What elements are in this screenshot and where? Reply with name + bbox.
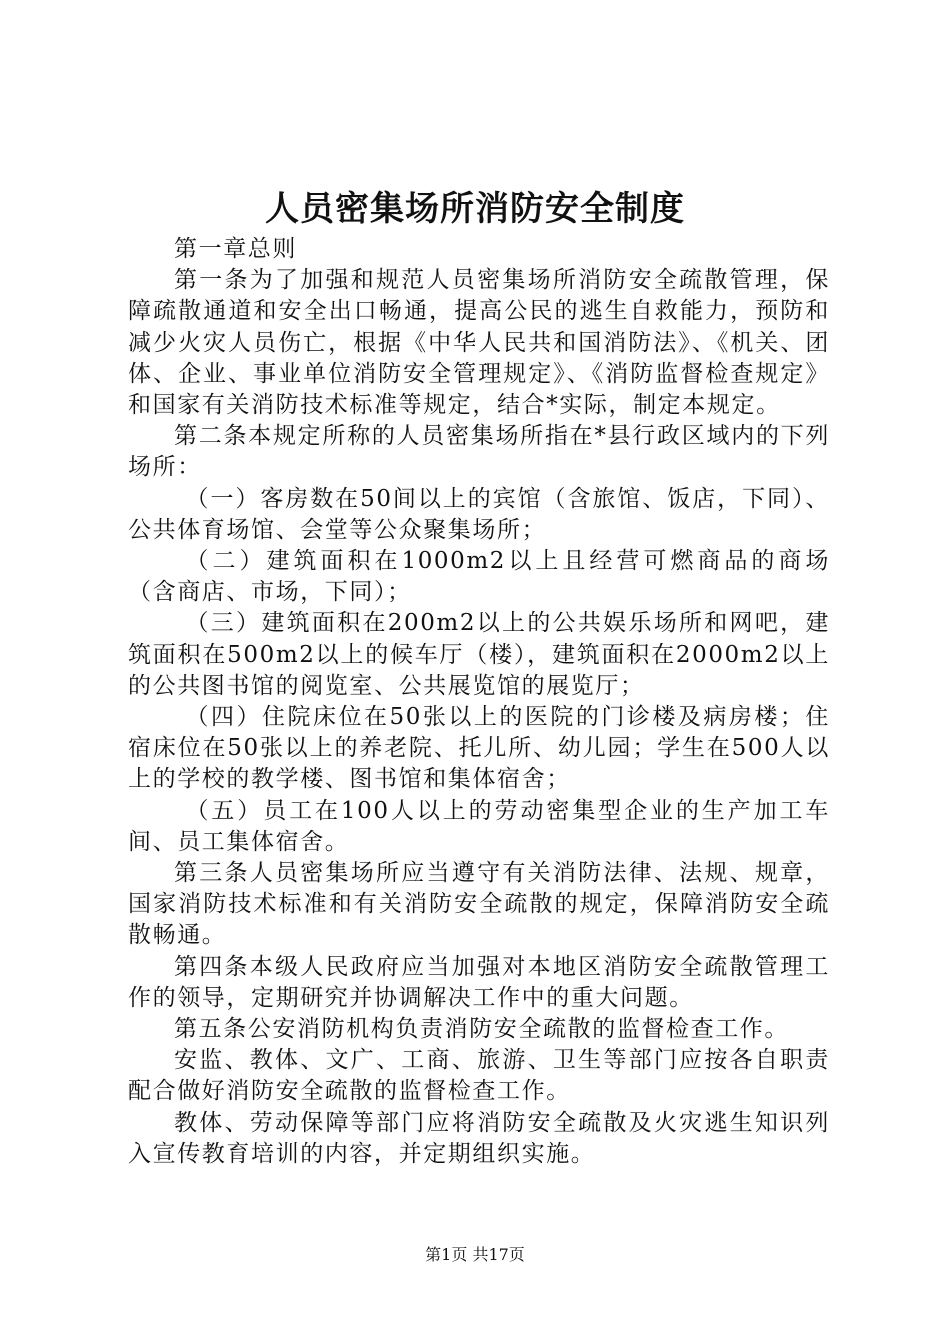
article-paragraph: 第一条为了加强和规范人员密集场所消防安全疏散管理，保障疏散通道和安全出口畅通，提高公民的逃生自救能力，预防和减少火灾人员伤亡，根据《中华人民共和国消防法》、《机关、团体、企业、事业单位消防安全管理规定》、《消防监督检查规定》和国家有关消防技术标准等规定，结合*实际，制定本规定。 bbox=[128, 267, 830, 419]
article-paragraph: 教体、劳动保障等部门应将消防安全疏散及火灾逃生知识列入宣传教育培训的内容，并定期组织实施。 bbox=[128, 1109, 830, 1167]
list-item: （三）建筑面积在200m2以上的公共娱乐场所和网吧，建筑面积在500m2以上的候车厅（楼），建筑面积在2000m2以上的公共图书馆的阅览室、公共展览馆的展览厅； bbox=[128, 610, 830, 699]
article-paragraph: 第四条本级人民政府应当加强对本地区消防安全疏散管理工作的领导，定期研究并协调解决工作中的重大问题。 bbox=[128, 953, 830, 1011]
chapter-heading: 第一章总则 bbox=[174, 236, 297, 262]
document-body bbox=[128, 234, 830, 1170]
document-title: 人员密集场所消防安全制度 bbox=[265, 189, 685, 229]
article-paragraph: 第二条本规定所称的人员密集场所指在*县行政区域内的下列场所： bbox=[128, 423, 830, 481]
list-item: （五）员工在100人以上的劳动密集型企业的生产加工车间、员工集体宿舍。 bbox=[128, 797, 830, 855]
page-number: 第1页 共17页 bbox=[425, 1245, 525, 1264]
article-paragraph: 第三条人员密集场所应当遵守有关消防法律、法规、规章，国家消防技术标准和有关消防安全疏散的规定，保障消防安全疏散畅通。 bbox=[128, 860, 830, 949]
list-item: （一）客房数在50间以上的宾馆（含旅馆、饭店，下同）、公共体育场馆、会堂等公众聚集场所； bbox=[128, 485, 830, 543]
article-paragraph: 安监、教体、文广、工商、旅游、卫生等部门应按各自职责配合做好消防安全疏散的监督检查工作。 bbox=[128, 1047, 830, 1105]
list-item: （二）建筑面积在1000m2以上且经营可燃商品的商场（含商店、市场，下同）； bbox=[128, 548, 830, 606]
article-paragraph: 第五条公安消防机构负责消防安全疏散的监督检查工作。 bbox=[174, 1016, 789, 1043]
list-item: （四）住院床位在50张以上的医院的门诊楼及病房楼；住宿床位在50张以上的养老院、托儿所、幼儿园；学生在500人以上的学校的教学楼、图书馆和集体宿舍； bbox=[128, 704, 830, 793]
